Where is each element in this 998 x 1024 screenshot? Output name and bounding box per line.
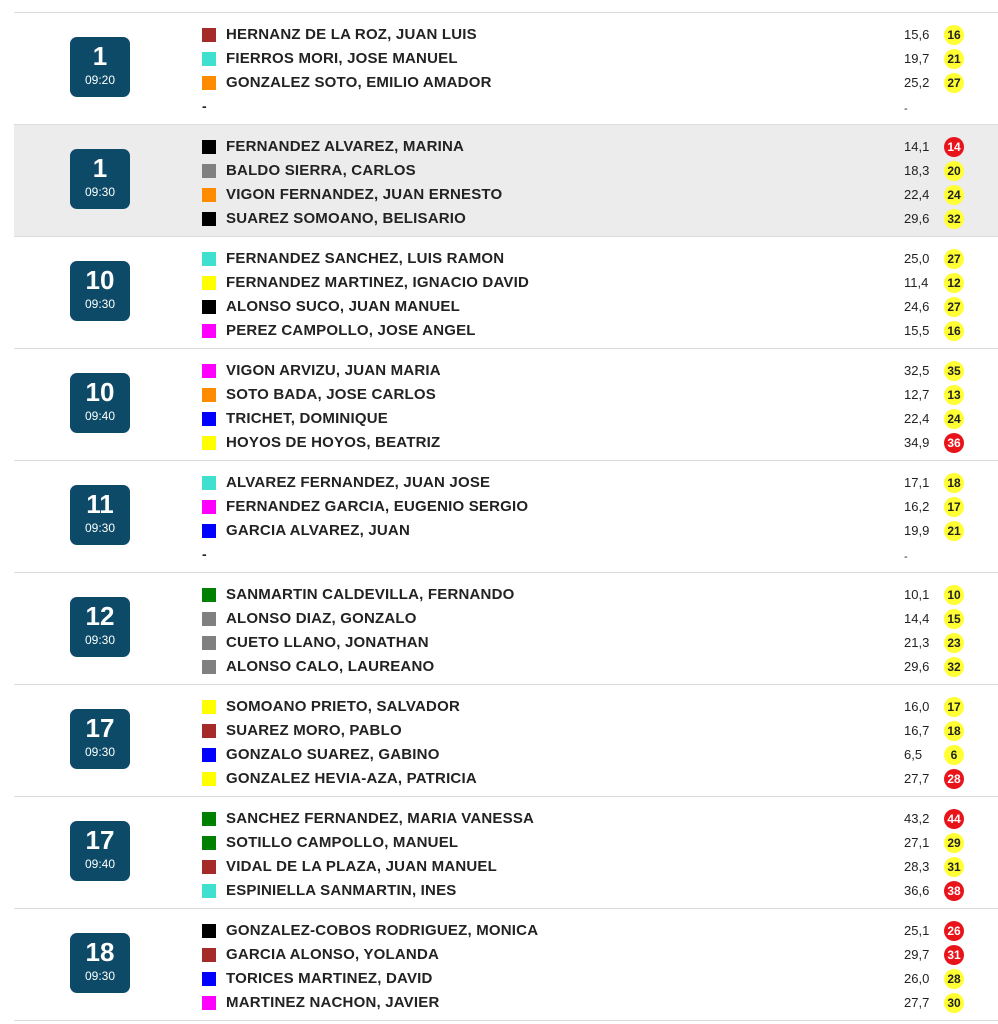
tee-time-group bbox=[14, 573, 998, 685]
player-name: ALONSO DIAZ, GONZALO bbox=[226, 610, 417, 627]
empty-player-slot bbox=[202, 543, 998, 567]
player-row bbox=[202, 631, 998, 655]
handicap-empty: - bbox=[904, 103, 908, 115]
player-row bbox=[202, 47, 998, 71]
handicap-index: 25,2 bbox=[904, 75, 930, 90]
player-row bbox=[202, 407, 998, 431]
player-row bbox=[202, 319, 998, 343]
player-row bbox=[202, 719, 998, 743]
playing-handicap-badge: 6 bbox=[944, 745, 964, 765]
playing-handicap-badge: 13 bbox=[944, 385, 964, 405]
player-row bbox=[202, 135, 998, 159]
handicap-index: 25,1 bbox=[904, 923, 930, 938]
playing-handicap-badge: 31 bbox=[944, 857, 964, 877]
tee-badge bbox=[70, 821, 130, 881]
playing-handicap-badge: 17 bbox=[944, 697, 964, 717]
player-row bbox=[202, 23, 998, 47]
player-row bbox=[202, 183, 998, 207]
player-row bbox=[202, 855, 998, 879]
handicap-index: 27,7 bbox=[904, 995, 930, 1010]
playing-handicap-badge: 32 bbox=[944, 209, 964, 229]
tee-color-square bbox=[202, 252, 216, 266]
player-name: FERNANDEZ GARCIA, EUGENIO SERGIO bbox=[226, 498, 529, 515]
tee-color-square bbox=[202, 924, 216, 938]
tee-badge bbox=[70, 485, 130, 545]
handicap-index: 34,9 bbox=[904, 435, 930, 450]
tee-badge bbox=[70, 261, 130, 321]
tee-times-list bbox=[14, 12, 998, 1021]
hole-number: 10 bbox=[85, 265, 115, 295]
hole-number: 1 bbox=[92, 41, 108, 71]
player-row bbox=[202, 695, 998, 719]
tee-color-square bbox=[202, 212, 216, 226]
player-row bbox=[202, 655, 998, 679]
player-name: GARCIA ALONSO, YOLANDA bbox=[226, 946, 440, 963]
hole-number: 12 bbox=[85, 601, 115, 631]
player-row bbox=[202, 359, 998, 383]
player-row bbox=[202, 207, 998, 231]
handicap-index: 29,6 bbox=[904, 211, 930, 226]
hole-number: 10 bbox=[85, 377, 115, 407]
player-name: ALVAREZ FERNANDEZ, JUAN JOSE bbox=[226, 474, 491, 491]
handicap-index: 25,0 bbox=[904, 251, 930, 266]
player-row bbox=[202, 295, 998, 319]
handicap-index: 16,0 bbox=[904, 699, 930, 714]
tee-time: 09:40 bbox=[84, 857, 116, 871]
player-name: SANCHEZ FERNANDEZ, MARIA VANESSA bbox=[226, 810, 535, 827]
playing-handicap-badge: 21 bbox=[944, 521, 964, 541]
empty-slot-dash: - bbox=[202, 98, 207, 114]
tee-time-group bbox=[14, 797, 998, 909]
handicap-index: 19,9 bbox=[904, 523, 930, 538]
handicap-index: 21,3 bbox=[904, 635, 930, 650]
tee-time: 09:30 bbox=[84, 297, 116, 311]
handicap-index: 6,5 bbox=[904, 747, 923, 762]
player-name: VIGON ARVIZU, JUAN MARIA bbox=[226, 362, 441, 379]
empty-slot-dash: - bbox=[202, 546, 207, 562]
tee-time: 09:30 bbox=[84, 633, 116, 647]
tee-color-square bbox=[202, 660, 216, 674]
tee-color-square bbox=[202, 52, 216, 66]
playing-handicap-badge: 23 bbox=[944, 633, 964, 653]
hole-number: 17 bbox=[85, 825, 115, 855]
player-row bbox=[202, 247, 998, 271]
tee-color-square bbox=[202, 860, 216, 874]
handicap-index: 16,7 bbox=[904, 723, 930, 738]
tee-color-square bbox=[202, 772, 216, 786]
tee-color-square bbox=[202, 524, 216, 538]
player-name: FERNANDEZ SANCHEZ, LUIS RAMON bbox=[226, 250, 505, 267]
tee-time: 09:20 bbox=[84, 73, 116, 87]
player-row bbox=[202, 159, 998, 183]
player-name: SUAREZ SOMOANO, BELISARIO bbox=[226, 210, 467, 227]
playing-handicap-badge: 17 bbox=[944, 497, 964, 517]
handicap-index: 11,4 bbox=[904, 275, 929, 290]
handicap-index: 22,4 bbox=[904, 411, 930, 426]
playing-handicap-badge: 29 bbox=[944, 833, 964, 853]
playing-handicap-badge: 28 bbox=[944, 969, 964, 989]
playing-handicap-badge: 38 bbox=[944, 881, 964, 901]
player-row bbox=[202, 607, 998, 631]
tee-color-square bbox=[202, 140, 216, 154]
player-row bbox=[202, 991, 998, 1015]
handicap-index: 19,7 bbox=[904, 51, 930, 66]
player-name: HOYOS DE HOYOS, BEATRIZ bbox=[226, 434, 441, 451]
tee-color-square bbox=[202, 948, 216, 962]
handicap-index: 22,4 bbox=[904, 187, 930, 202]
player-name: TRICHET, DOMINIQUE bbox=[226, 410, 388, 427]
tee-time-group bbox=[14, 461, 998, 573]
empty-player-slot bbox=[202, 95, 998, 119]
handicap-index: 28,3 bbox=[904, 859, 930, 874]
tee-color-square bbox=[202, 996, 216, 1010]
tee-color-square bbox=[202, 748, 216, 762]
tee-color-square bbox=[202, 300, 216, 314]
handicap-index: 26,0 bbox=[904, 971, 930, 986]
player-row bbox=[202, 495, 998, 519]
tee-color-square bbox=[202, 884, 216, 898]
player-name: ALONSO SUCO, JUAN MANUEL bbox=[226, 298, 460, 315]
player-row bbox=[202, 71, 998, 95]
tee-badge bbox=[70, 933, 130, 993]
tee-color-square bbox=[202, 612, 216, 626]
tee-badge bbox=[70, 709, 130, 769]
playing-handicap-badge: 12 bbox=[944, 273, 964, 293]
player-row bbox=[202, 879, 998, 903]
player-row bbox=[202, 431, 998, 455]
playing-handicap-badge: 15 bbox=[944, 609, 964, 629]
playing-handicap-badge: 24 bbox=[944, 185, 964, 205]
playing-handicap-badge: 31 bbox=[944, 945, 964, 965]
player-row bbox=[202, 743, 998, 767]
player-name: ESPINIELLA SANMARTIN, INES bbox=[226, 882, 457, 899]
handicap-index: 24,6 bbox=[904, 299, 930, 314]
tee-time: 09:30 bbox=[84, 969, 116, 983]
player-row bbox=[202, 271, 998, 295]
player-row bbox=[202, 943, 998, 967]
handicap-index: 27,7 bbox=[904, 771, 930, 786]
playing-handicap-badge: 16 bbox=[944, 25, 964, 45]
hole-number: 17 bbox=[85, 713, 115, 743]
player-name: TORICES MARTINEZ, DAVID bbox=[226, 970, 433, 987]
playing-handicap-badge: 26 bbox=[944, 921, 964, 941]
player-name: GONZALEZ SOTO, EMILIO AMADOR bbox=[226, 74, 492, 91]
tee-time: 09:40 bbox=[84, 409, 116, 423]
player-row bbox=[202, 471, 998, 495]
tee-color-square bbox=[202, 164, 216, 178]
playing-handicap-badge: 27 bbox=[944, 73, 964, 93]
player-row bbox=[202, 519, 998, 543]
player-name: HERNANZ DE LA ROZ, JUAN LUIS bbox=[226, 26, 477, 43]
player-row bbox=[202, 831, 998, 855]
playing-handicap-badge: 44 bbox=[944, 809, 964, 829]
player-name: GONZALO SUAREZ, GABINO bbox=[226, 746, 440, 763]
handicap-index: 14,1 bbox=[904, 139, 930, 154]
tee-time-group bbox=[14, 13, 998, 125]
player-row bbox=[202, 967, 998, 991]
handicap-index: 15,6 bbox=[904, 27, 930, 42]
playing-handicap-badge: 18 bbox=[944, 721, 964, 741]
playing-handicap-badge: 36 bbox=[944, 433, 964, 453]
tee-color-square bbox=[202, 364, 216, 378]
hole-number: 1 bbox=[92, 153, 108, 183]
playing-handicap-badge: 27 bbox=[944, 297, 964, 317]
tee-color-square bbox=[202, 324, 216, 338]
player-name: SOTO BADA, JOSE CARLOS bbox=[226, 386, 436, 403]
playing-handicap-badge: 16 bbox=[944, 321, 964, 341]
tee-color-square bbox=[202, 588, 216, 602]
tee-color-square bbox=[202, 636, 216, 650]
playing-handicap-badge: 24 bbox=[944, 409, 964, 429]
tee-color-square bbox=[202, 28, 216, 42]
tee-time-group bbox=[14, 125, 998, 237]
tee-color-square bbox=[202, 388, 216, 402]
tee-time-group bbox=[14, 685, 998, 797]
player-row bbox=[202, 383, 998, 407]
player-name: VIDAL DE LA PLAZA, JUAN MANUEL bbox=[226, 858, 498, 875]
handicap-index: 10,1 bbox=[904, 587, 930, 602]
tee-time: 09:30 bbox=[84, 745, 116, 759]
playing-handicap-badge: 18 bbox=[944, 473, 964, 493]
hole-number: 18 bbox=[85, 937, 115, 967]
playing-handicap-badge: 10 bbox=[944, 585, 964, 605]
player-name: GARCIA ALVAREZ, JUAN bbox=[226, 522, 410, 539]
handicap-index: 17,1 bbox=[904, 475, 930, 490]
handicap-index: 32,5 bbox=[904, 363, 930, 378]
tee-color-square bbox=[202, 500, 216, 514]
tee-color-square bbox=[202, 812, 216, 826]
playing-handicap-badge: 20 bbox=[944, 161, 964, 181]
player-name: SUAREZ MORO, PABLO bbox=[226, 722, 402, 739]
tee-color-square bbox=[202, 412, 216, 426]
handicap-index: 27,1 bbox=[904, 835, 930, 850]
player-name: FERNANDEZ ALVAREZ, MARINA bbox=[226, 138, 465, 155]
handicap-index: 18,3 bbox=[904, 163, 930, 178]
player-name: SOTILLO CAMPOLLO, MANUEL bbox=[226, 834, 459, 851]
player-name: MARTINEZ NACHON, JAVIER bbox=[226, 994, 440, 1011]
tee-time-group bbox=[14, 909, 998, 1021]
playing-handicap-badge: 32 bbox=[944, 657, 964, 677]
tee-color-square bbox=[202, 276, 216, 290]
handicap-empty: - bbox=[904, 551, 908, 563]
player-name: CUETO LLANO, JONATHAN bbox=[226, 634, 429, 651]
tee-badge bbox=[70, 597, 130, 657]
player-name: SOMOANO PRIETO, SALVADOR bbox=[226, 698, 460, 715]
tee-color-square bbox=[202, 188, 216, 202]
handicap-index: 43,2 bbox=[904, 811, 930, 826]
tee-time-group bbox=[14, 237, 998, 349]
tee-color-square bbox=[202, 724, 216, 738]
tee-color-square bbox=[202, 436, 216, 450]
handicap-index: 29,6 bbox=[904, 659, 930, 674]
tee-badge bbox=[70, 149, 130, 209]
tee-badge bbox=[70, 37, 130, 97]
player-name: VIGON FERNANDEZ, JUAN ERNESTO bbox=[226, 186, 503, 203]
handicap-index: 15,5 bbox=[904, 323, 930, 338]
handicap-index: 29,7 bbox=[904, 947, 930, 962]
player-row bbox=[202, 919, 998, 943]
tee-badge bbox=[70, 373, 130, 433]
tee-time-group bbox=[14, 349, 998, 461]
player-row bbox=[202, 767, 998, 791]
playing-handicap-badge: 14 bbox=[944, 137, 964, 157]
player-name: BALDO SIERRA, CARLOS bbox=[226, 162, 416, 179]
player-name: GONZALEZ HEVIA-AZA, PATRICIA bbox=[226, 770, 477, 787]
player-row bbox=[202, 807, 998, 831]
playing-handicap-badge: 35 bbox=[944, 361, 964, 381]
tee-time: 09:30 bbox=[84, 521, 116, 535]
playing-handicap-badge: 21 bbox=[944, 49, 964, 69]
player-name: ALONSO CALO, LAUREANO bbox=[226, 658, 435, 675]
tee-color-square bbox=[202, 700, 216, 714]
tee-time: 09:30 bbox=[84, 185, 116, 199]
playing-handicap-badge: 27 bbox=[944, 249, 964, 269]
handicap-index: 36,6 bbox=[904, 883, 930, 898]
player-name: FIERROS MORI, JOSE MANUEL bbox=[226, 50, 458, 67]
player-row bbox=[202, 583, 998, 607]
playing-handicap-badge: 30 bbox=[944, 993, 964, 1013]
tee-color-square bbox=[202, 476, 216, 490]
handicap-index: 12,7 bbox=[904, 387, 930, 402]
handicap-index: 16,2 bbox=[904, 499, 930, 514]
tee-color-square bbox=[202, 76, 216, 90]
handicap-index: 14,4 bbox=[904, 611, 930, 626]
player-name: PEREZ CAMPOLLO, JOSE ANGEL bbox=[226, 322, 476, 339]
player-name: SANMARTIN CALDEVILLA, FERNANDO bbox=[226, 586, 515, 603]
hole-number: 11 bbox=[86, 489, 114, 519]
tee-color-square bbox=[202, 836, 216, 850]
player-name: GONZALEZ-COBOS RODRIGUEZ, MONICA bbox=[226, 922, 539, 939]
tee-color-square bbox=[202, 972, 216, 986]
playing-handicap-badge: 28 bbox=[944, 769, 964, 789]
player-name: FERNANDEZ MARTINEZ, IGNACIO DAVID bbox=[226, 274, 529, 291]
